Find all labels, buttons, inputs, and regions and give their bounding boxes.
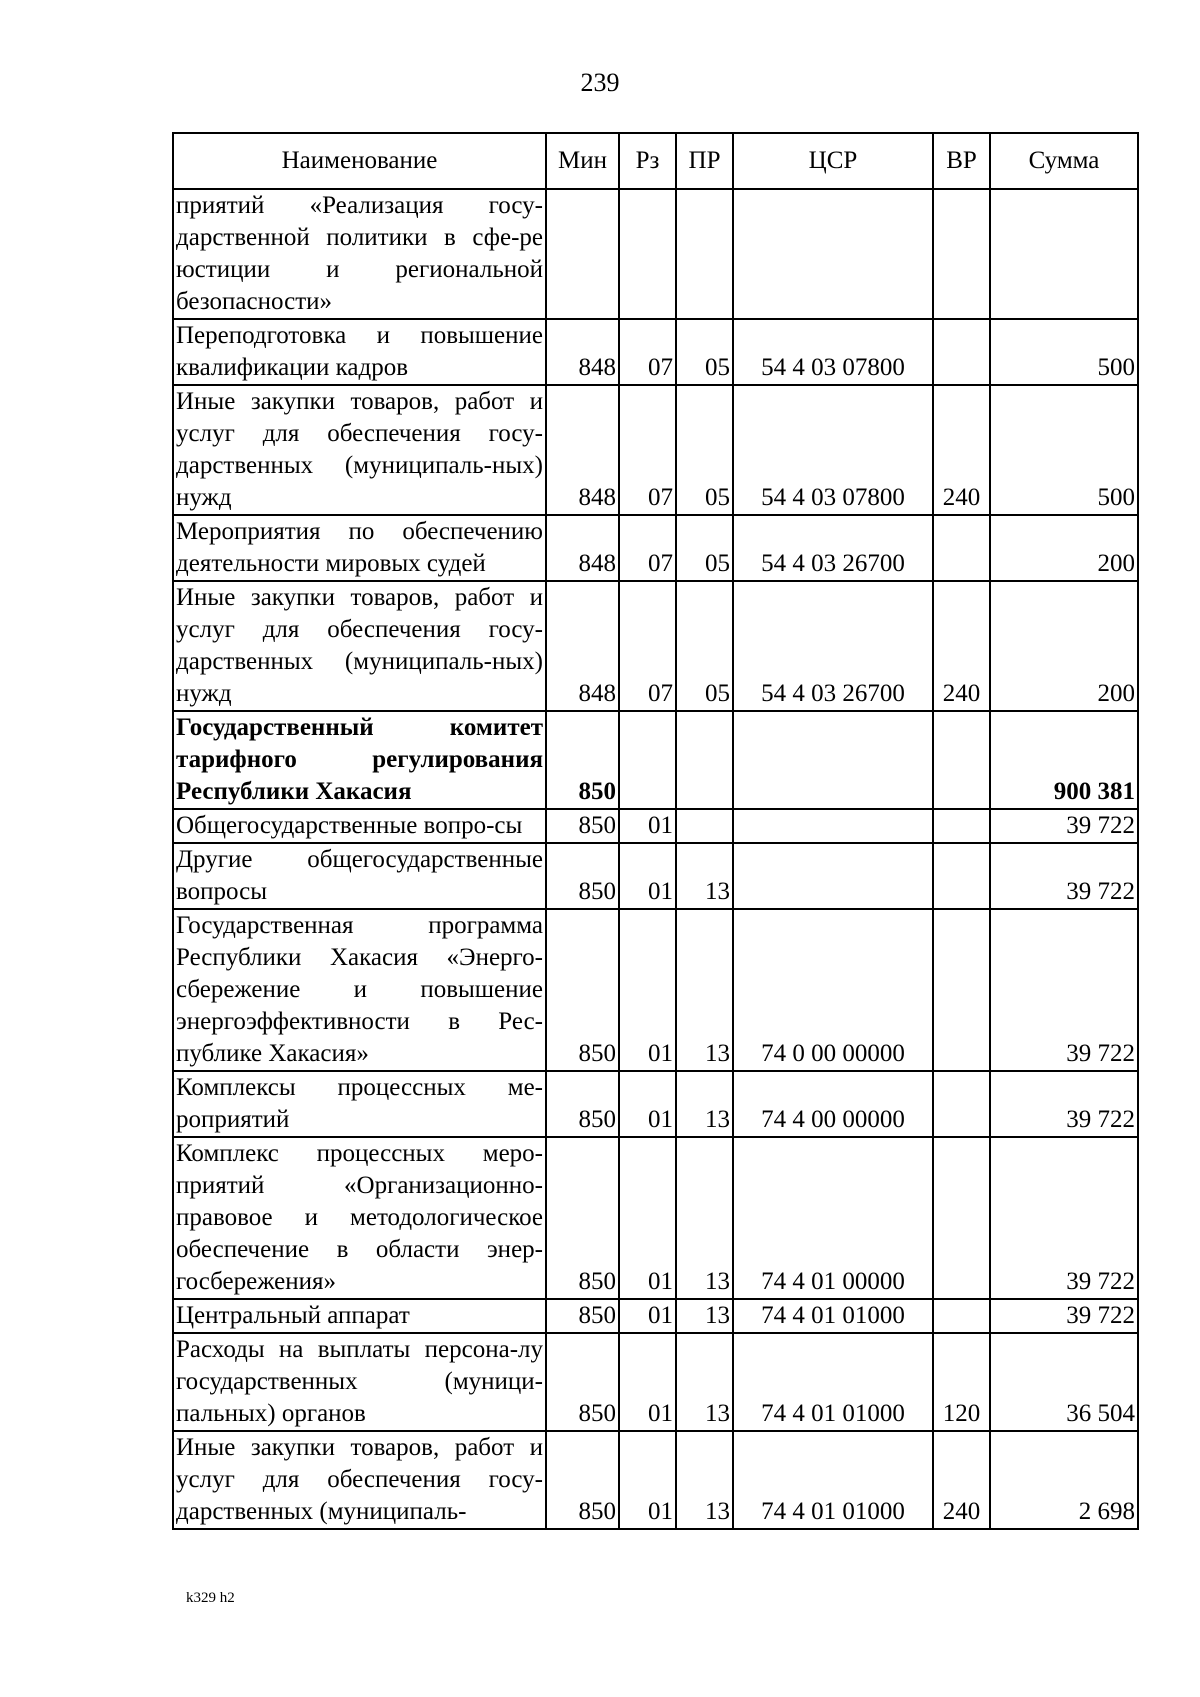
cell-name: Мероприятия по обеспечению деятельности мировых судей xyxy=(173,515,546,581)
cell-rz: 01 xyxy=(619,843,676,909)
cell-sum: 39 722 xyxy=(990,809,1138,843)
cell-rz: 07 xyxy=(619,385,676,515)
cell-pr: 13 xyxy=(676,909,733,1071)
cell-min: 850 xyxy=(546,809,619,843)
table-row xyxy=(173,909,1138,1071)
col-header-name: Наименование xyxy=(173,133,546,189)
table-row xyxy=(173,1431,1138,1529)
cell-pr: 05 xyxy=(676,319,733,385)
cell-name: приятий «Реализация госу-дарственной политики в сфе-ре юстиции и региональной безопасности» xyxy=(173,189,546,319)
cell-sum: 39 722 xyxy=(990,1137,1138,1299)
cell-csr: 74 4 01 00000 xyxy=(733,1137,933,1299)
cell-pr: 13 xyxy=(676,843,733,909)
cell-sum: 39 722 xyxy=(990,843,1138,909)
page-number: 239 xyxy=(580,68,620,97)
cell-pr: 05 xyxy=(676,581,733,711)
cell-vr xyxy=(933,515,990,581)
cell-rz: 01 xyxy=(619,1333,676,1431)
cell-name: Комплексы процессных ме-роприятий xyxy=(173,1071,546,1137)
cell-sum: 900 381 xyxy=(990,711,1138,809)
cell-csr: 54 4 03 26700 xyxy=(733,515,933,581)
cell-pr xyxy=(676,809,733,843)
cell-sum: 500 xyxy=(990,385,1138,515)
cell-pr: 13 xyxy=(676,1431,733,1529)
col-header-sum: Сумма xyxy=(990,133,1138,189)
cell-pr: 13 xyxy=(676,1299,733,1333)
cell-pr: 13 xyxy=(676,1333,733,1431)
cell-csr: 54 4 03 07800 xyxy=(733,385,933,515)
cell-rz xyxy=(619,189,676,319)
cell-sum: 2 698 xyxy=(990,1431,1138,1529)
table-row xyxy=(173,843,1138,909)
cell-sum: 500 xyxy=(990,319,1138,385)
cell-csr: 74 4 01 01000 xyxy=(733,1431,933,1529)
col-header-vr: ВР xyxy=(933,133,990,189)
cell-csr xyxy=(733,809,933,843)
cell-vr xyxy=(933,843,990,909)
cell-rz: 07 xyxy=(619,515,676,581)
cell-csr xyxy=(733,189,933,319)
cell-rz: 01 xyxy=(619,1137,676,1299)
cell-min: 850 xyxy=(546,1299,619,1333)
col-header-csr: ЦСР xyxy=(733,133,933,189)
cell-name: Государственная программа Республики Хакасия «Энерго-сбережение и повышение энергоэффективности в Рес-публике Хакасия» xyxy=(173,909,546,1071)
cell-vr xyxy=(933,189,990,319)
cell-vr xyxy=(933,809,990,843)
cell-rz: 01 xyxy=(619,1071,676,1137)
col-header-min: Мин xyxy=(546,133,619,189)
cell-sum: 200 xyxy=(990,581,1138,711)
cell-min: 850 xyxy=(546,909,619,1071)
cell-csr xyxy=(733,711,933,809)
cell-name: Иные закупки товаров, работ и услуг для обеспечения госу-дарственных (муниципаль-ных) нужд xyxy=(173,385,546,515)
cell-pr xyxy=(676,711,733,809)
cell-min: 848 xyxy=(546,385,619,515)
footer-code: k329 h2 xyxy=(186,1590,235,1606)
table-body xyxy=(173,189,1138,1529)
cell-rz: 01 xyxy=(619,1299,676,1333)
cell-vr xyxy=(933,1299,990,1333)
cell-vr xyxy=(933,909,990,1071)
cell-min: 850 xyxy=(546,843,619,909)
cell-sum: 39 722 xyxy=(990,1071,1138,1137)
cell-name: Другие общегосударственные вопросы xyxy=(173,843,546,909)
cell-sum: 36 504 xyxy=(990,1333,1138,1431)
cell-vr xyxy=(933,1137,990,1299)
cell-sum xyxy=(990,189,1138,319)
cell-rz: 01 xyxy=(619,1431,676,1529)
cell-sum: 39 722 xyxy=(990,909,1138,1071)
cell-pr xyxy=(676,189,733,319)
cell-name: Комплекс процессных меро-приятий «Организационно-правовое и методологическое обеспечение в области энер-госбережения» xyxy=(173,1137,546,1299)
table-row xyxy=(173,515,1138,581)
table-row xyxy=(173,1299,1138,1333)
cell-vr: 240 xyxy=(933,1431,990,1529)
cell-min: 848 xyxy=(546,515,619,581)
cell-csr: 74 4 00 00000 xyxy=(733,1071,933,1137)
cell-rz xyxy=(619,711,676,809)
cell-min: 850 xyxy=(546,1137,619,1299)
cell-rz: 07 xyxy=(619,319,676,385)
cell-csr: 74 4 01 01000 xyxy=(733,1299,933,1333)
table-row xyxy=(173,1137,1138,1299)
cell-sum: 200 xyxy=(990,515,1138,581)
cell-pr: 05 xyxy=(676,515,733,581)
cell-sum: 39 722 xyxy=(990,1299,1138,1333)
table-row xyxy=(173,189,1138,319)
cell-csr: 54 4 03 07800 xyxy=(733,319,933,385)
cell-min: 850 xyxy=(546,1071,619,1137)
cell-rz: 01 xyxy=(619,809,676,843)
cell-name: Расходы на выплаты персона-лу государственных (муници-пальных) органов xyxy=(173,1333,546,1431)
cell-name: Иные закупки товаров, работ и услуг для обеспечения госу-дарственных (муниципаль- xyxy=(173,1431,546,1529)
cell-vr: 240 xyxy=(933,385,990,515)
table-row xyxy=(173,1333,1138,1431)
col-header-rz: Рз xyxy=(619,133,676,189)
cell-rz: 07 xyxy=(619,581,676,711)
cell-min: 848 xyxy=(546,319,619,385)
cell-name: Общегосударственные вопро-сы xyxy=(173,809,546,843)
budget-table xyxy=(172,132,1139,1530)
cell-pr: 05 xyxy=(676,385,733,515)
cell-name: Государственный комитет тарифного регулирования Республики Хакасия xyxy=(173,711,546,809)
cell-min: 848 xyxy=(546,581,619,711)
table-row xyxy=(173,1071,1138,1137)
cell-min: 850 xyxy=(546,1333,619,1431)
cell-vr: 240 xyxy=(933,581,990,711)
cell-pr: 13 xyxy=(676,1137,733,1299)
table-row xyxy=(173,385,1138,515)
cell-name: Центральный аппарат xyxy=(173,1299,546,1333)
table-row xyxy=(173,809,1138,843)
cell-name: Переподготовка и повышение квалификации кадров xyxy=(173,319,546,385)
cell-min: 850 xyxy=(546,1431,619,1529)
cell-name: Иные закупки товаров, работ и услуг для обеспечения госу-дарственных (муниципаль-ных) нужд xyxy=(173,581,546,711)
cell-csr: 54 4 03 26700 xyxy=(733,581,933,711)
cell-vr: 120 xyxy=(933,1333,990,1431)
cell-pr: 13 xyxy=(676,1071,733,1137)
cell-rz: 01 xyxy=(619,909,676,1071)
table-row xyxy=(173,581,1138,711)
table-row xyxy=(173,319,1138,385)
col-header-pr: ПР xyxy=(676,133,733,189)
cell-vr xyxy=(933,319,990,385)
cell-csr: 74 0 00 00000 xyxy=(733,909,933,1071)
cell-csr: 74 4 01 01000 xyxy=(733,1333,933,1431)
table-row xyxy=(173,711,1138,809)
cell-min xyxy=(546,189,619,319)
cell-csr xyxy=(733,843,933,909)
cell-min: 850 xyxy=(546,711,619,809)
cell-vr xyxy=(933,1071,990,1137)
cell-vr xyxy=(933,711,990,809)
table-header-row xyxy=(173,133,1138,189)
